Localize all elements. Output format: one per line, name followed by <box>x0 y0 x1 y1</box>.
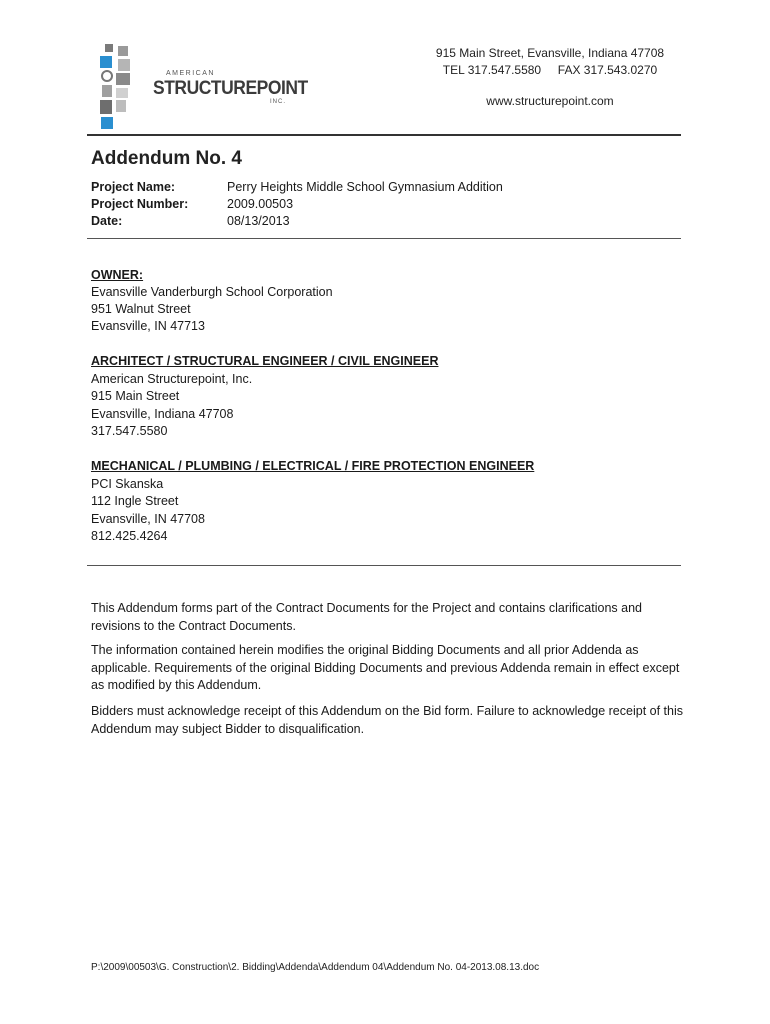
body-paragraph: Bidders must acknowledge receipt of this Addendum on the Bid form. Failure to acknowledge receipt of this Addendum may subject Bidder to disqualification. <box>91 704 683 736</box>
body-paragraph: The information contained herein modifies the original Bidding Documents and all prior Addenda as applicable. Requirements of the original Bidding Documents and previous Addenda remain in effect except as modified by this Addendum. <box>91 643 680 692</box>
logo-american-text: AMERICAN <box>166 70 215 77</box>
owner-line: Evansville Vanderburgh School Corporation <box>91 285 333 299</box>
field-value: Perry Heights Middle School Gymnasium Addition <box>227 180 503 194</box>
field-value: 2009.00503 <box>227 197 294 211</box>
owner-line: 951 Walnut Street <box>91 302 191 316</box>
mep-line: Evansville, IN 47708 <box>91 512 205 526</box>
company-logo <box>100 42 308 132</box>
body-paragraph: This Addendum forms part of the Contract Documents for the Project and contains clarifications and revisions to the Contract Documents. <box>91 601 642 633</box>
mep-line: 112 Ingle Street <box>91 494 179 508</box>
contacts-divider <box>87 565 681 566</box>
owner-line: Evansville, IN 47713 <box>91 319 205 333</box>
logo-inc-text: INC. <box>270 99 286 105</box>
field-label: Project Number: <box>91 197 189 211</box>
fields-divider <box>87 238 681 239</box>
owner-heading: OWNER: <box>91 268 144 282</box>
document-title: Addendum No. 4 <box>91 148 242 169</box>
field-value: 08/13/2013 <box>227 214 290 228</box>
architect-heading: ARCHITECT / STRUCTURAL ENGINEER / CIVIL ENGINEER <box>91 354 439 368</box>
file-path-footer: P:\2009\00503\G. Construction\2. Bidding\Addenda\Addendum 04\Addendum No. 04-2013.08.13.doc <box>91 962 540 973</box>
architect-line: 317.547.5580 <box>91 424 168 438</box>
field-label: Project Name: <box>91 180 176 194</box>
mep-line: 812.425.4264 <box>91 529 168 543</box>
header-phone-fax: TEL 317.547.5580 FAX 317.543.0270 <box>442 63 658 77</box>
mep-heading: MECHANICAL / PLUMBING / ELECTRICAL / FIRE PROTECTION ENGINEER <box>91 459 535 473</box>
header-website: www.structurepoint.com <box>486 94 614 108</box>
architect-line: 915 Main Street <box>91 389 180 403</box>
header-address: 915 Main Street, Evansville, Indiana 47708 <box>435 46 665 60</box>
header-divider <box>87 134 681 136</box>
mep-line: PCI Skanska <box>91 477 164 491</box>
architect-line: American Structurepoint, Inc. <box>91 372 253 386</box>
architect-line: Evansville, Indiana 47708 <box>91 407 234 421</box>
logo-wordmark: STRUCTUREPOINT <box>153 78 308 99</box>
field-label: Date: <box>91 214 123 228</box>
